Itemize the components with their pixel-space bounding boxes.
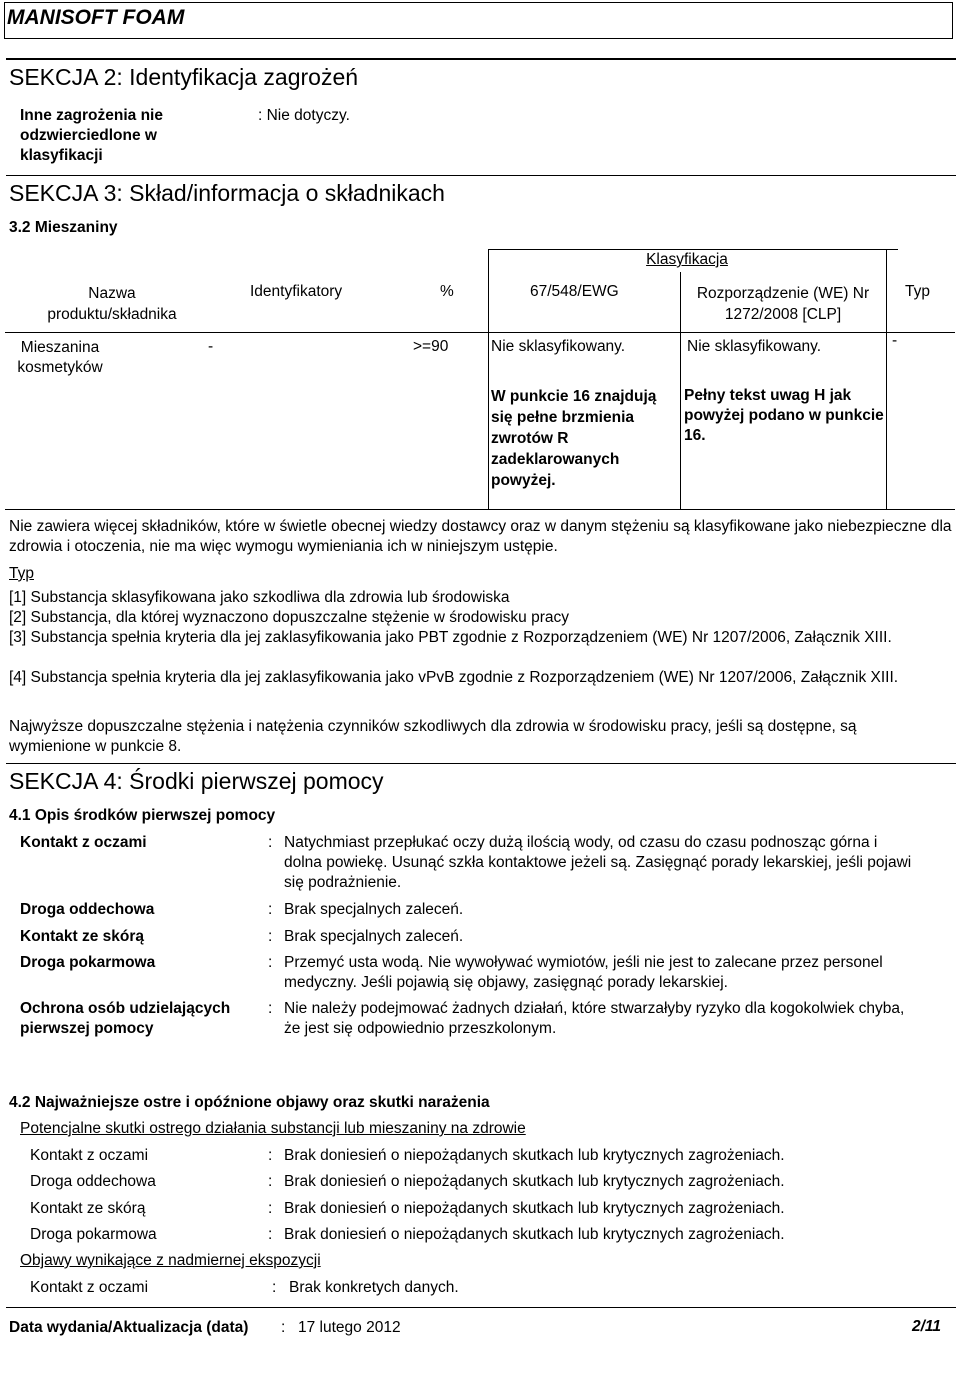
overexposure-label: Kontakt z oczami (30, 1279, 149, 1296)
colon: : (281, 1319, 286, 1336)
header-classification: Klasyfikacja (646, 251, 728, 268)
acute-label: Droga pokarmowa (30, 1226, 157, 1243)
product-brand-name: MANISOFT FOAM (7, 6, 185, 29)
header-percent: % (440, 283, 454, 300)
colon: : (268, 1173, 273, 1190)
composition-note: Nie zawiera więcej składników, które w świetle obecnej wiedzy dostawcy oraz w danym stężeniu są klasyfikowane jako niebezpieczne dla zdrowia i otoczenia, nie ma więc wymogu wymieniania ich w niniejszym ustępie. (9, 518, 952, 555)
colon: : (268, 1200, 273, 1217)
header-type: Typ (905, 283, 930, 300)
section4-title: SEKCJA 4: Środki pierwszej pomocy (9, 768, 384, 794)
subsection-mixtures: 3.2 Mieszaniny (9, 219, 118, 236)
colon: : (268, 1147, 273, 1164)
note-clp: Pełny tekst uwag H jak powyżej podano w punkcie 16. (684, 387, 884, 444)
other-hazards-value: : Nie dotyczy. (258, 107, 350, 124)
subsection-first-aid: 4.1 Opis środków pierwszej pomocy (9, 807, 276, 824)
footer-date-label: Data wydania/Aktualizacja (data) (9, 1319, 249, 1336)
measure-label: Kontakt z oczami (20, 834, 147, 851)
table-column-rule (488, 249, 489, 509)
section-divider (6, 763, 956, 764)
type-item: [1] Substancja sklasyfikowana jako szkodliwa dla zdrowia lub środowiska (9, 589, 510, 606)
exposure-limits-note: Najwyższe dopuszczalne stężenia i natężenia czynników szkodliwych dla zdrowia w środowisku pracy, jeśli są dostępne, są wymienione w punkcie 8. (9, 718, 857, 755)
measure-value: Przemyć usta wodą. Nie wywoływać wymiotów, jeśli nie jest to zalecane przez personel medyczny. Jeśli pojawią się objawy, zasięgnąć porady lekarskiej. (284, 954, 883, 991)
note-eec: W punkcie 16 znajdują się pełne brzmienia zwrotów R zadeklarowanych powyżej. (491, 388, 657, 489)
acute-value: Brak doniesień o niepożądanych skutkach lub krytycznych zagrożeniach. (284, 1173, 785, 1190)
colon: : (268, 928, 273, 945)
overexposure-value: Brak konkretych danych. (289, 1279, 459, 1296)
row-identifiers: - (208, 338, 214, 355)
header-eec: 67/548/EWG (530, 283, 619, 300)
measure-label: Droga oddechowa (20, 901, 155, 918)
other-hazards-label: Inne zagrożenia nie odzwierciedlone w klasyfikacji (20, 107, 163, 164)
acute-value: Brak doniesień o niepożądanych skutkach lub krytycznych zagrożeniach. (284, 1226, 785, 1243)
acute-effects-heading: Potencjalne skutki ostrego działania substancji lub mieszaniny na zdrowie (20, 1120, 526, 1137)
header-clp: Rozporządzenie (WE) Nr 1272/2008 [CLP] (696, 285, 870, 323)
table-rule (488, 249, 898, 250)
type-item: [4] Substancja spełnia kryteria dla jej zaklasyfikowania jako vPvB zgodnie z Rozporządzeniem (WE) Nr 1207/2006, Załącznik XIII. (9, 669, 899, 686)
section3-title: SEKCJA 3: Skład/informacja o składnikach (9, 180, 445, 206)
measure-label: Ochrona osób udzielających pierwszej pomocy (20, 1000, 231, 1037)
colon: : (268, 954, 273, 971)
colon: : (268, 901, 273, 918)
measure-value: Brak specjalnych zaleceń. (284, 901, 464, 918)
page-number: 2/11 (912, 1318, 942, 1335)
section2-title: SEKCJA 2: Identyfikacja zagrożeń (9, 64, 359, 90)
row-product-name: Mieszanina kosmetyków (17, 339, 103, 376)
header-identifiers: Identyfikatory (250, 283, 343, 300)
subsection-symptoms: 4.2 Najważniejsze ostre i opóźnione objawy oraz skutki narażenia (9, 1094, 490, 1111)
section-divider (6, 58, 956, 60)
type-heading: Typ (9, 565, 34, 582)
table-rule (5, 509, 955, 510)
acute-label: Kontakt ze skórą (30, 1200, 146, 1217)
measure-label: Kontakt ze skórą (20, 928, 145, 945)
measure-value: Natychmiast przepłukać oczy dużą ilością wody, od czasu do czasu podnosząc górna i dolna powiekę. Usunąć szkła kontaktowe jeżeli są. Zasięgnąć porady lekarskiej, jeśli pojawi się podrażnienie. (284, 834, 912, 891)
footer-divider (6, 1307, 956, 1308)
colon: : (272, 1279, 277, 1296)
row-clp-classification: Nie sklasyfikowany. (687, 338, 822, 355)
type-item: [2] Substancja, dla której wyznaczono dopuszczalne stężenie w środowisku pracy (9, 609, 570, 626)
colon: : (268, 1000, 273, 1017)
colon: : (268, 1226, 273, 1243)
footer-date-value: 17 lutego 2012 (298, 1319, 401, 1336)
measure-label: Droga pokarmowa (20, 954, 156, 971)
row-type: - (892, 332, 898, 349)
acute-label: Kontakt z oczami (30, 1147, 149, 1164)
acute-value: Brak doniesień o niepożądanych skutkach lub krytycznych zagrożeniach. (284, 1200, 785, 1217)
row-eec-classification: Nie sklasyfikowany. (491, 338, 626, 355)
table-column-rule (886, 249, 887, 509)
section-divider (6, 175, 956, 176)
header-product-name: Nazwa produktu/składnika (47, 285, 177, 323)
colon: : (268, 834, 273, 851)
overexposure-heading: Objawy wynikające z nadmiernej ekspozycji (20, 1252, 321, 1269)
measure-value: Brak specjalnych zaleceń. (284, 928, 464, 945)
acute-value: Brak doniesień o niepożądanych skutkach lub krytycznych zagrożeniach. (284, 1147, 785, 1164)
row-percent: >=90 (413, 338, 449, 355)
acute-label: Droga oddechowa (30, 1173, 156, 1190)
table-rule (5, 332, 955, 333)
measure-value: Nie należy podejmować żadnych działań, które stwarzałyby ryzyko dla kogokolwiek chyba, że jest się odpowiednio przeszkolonym. (284, 1000, 905, 1037)
table-column-rule (680, 272, 681, 509)
type-item: [3] Substancja spełnia kryteria dla jej zaklasyfikowania jako PBT zgodnie z Rozporządzeniem (WE) Nr 1207/2006, Załącznik XIII. (9, 629, 892, 646)
